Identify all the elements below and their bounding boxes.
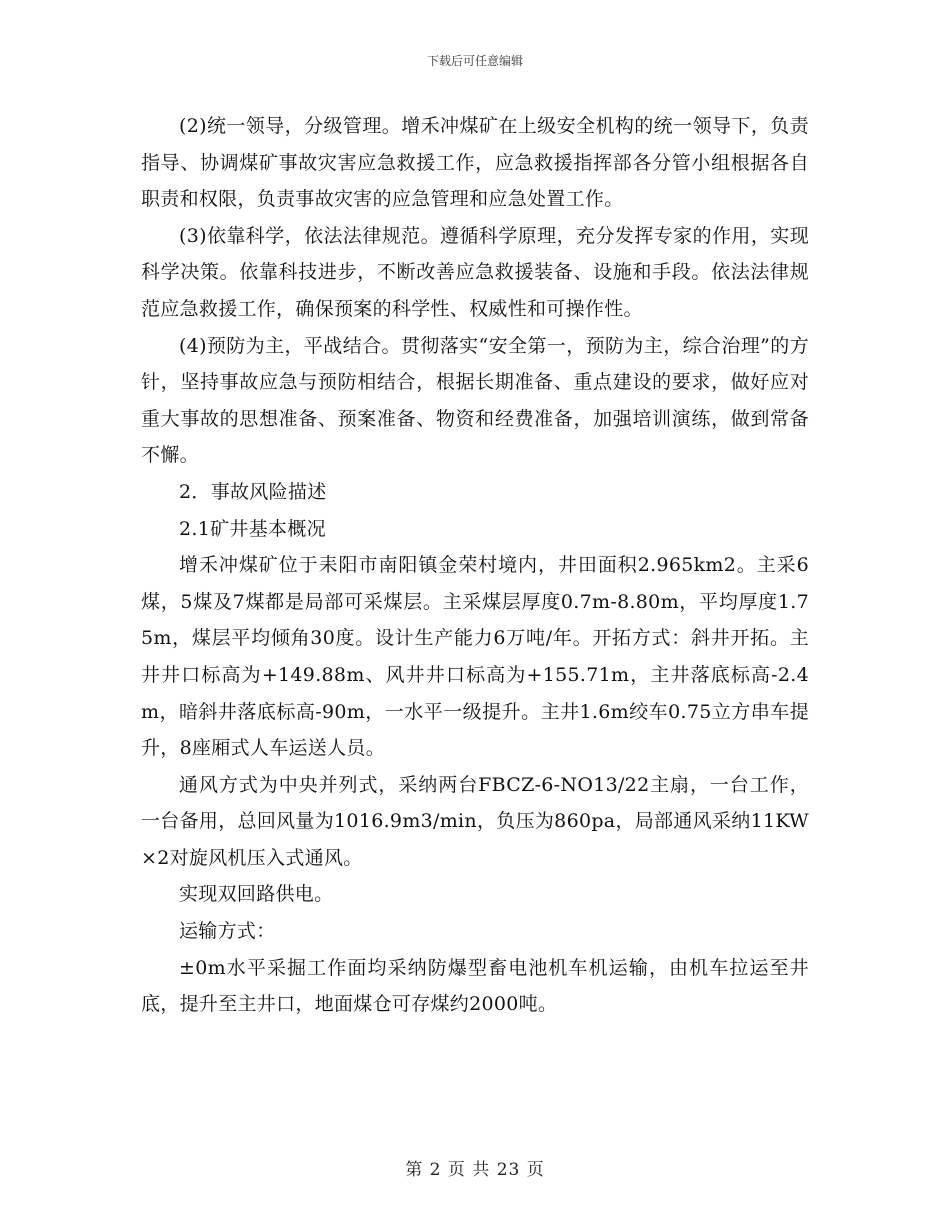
paragraph-rely-on-science: (3)依靠科学，依法法律规范。遵循科学原理，充分发挥专家的作用，实现科学决策。依靠科技进步，不断改善应急救援装备、设施和手段。依法法律规范应急救援工作，确保预案的科学性、权威性和可操作性。 <box>141 224 809 320</box>
paragraph-unified-leadership: (2)统一领导，分级管理。增禾冲煤矿在上级安全机构的统一领导下，负责指导、协调煤矿事故灾害应急救援工作，应急救援指挥部各分管小组根据各自职责和权限，负责事故灾害的应急管理和应急处置工作。 <box>141 115 809 211</box>
document-body <box>141 108 809 1023</box>
subsection-heading-mine-overview: 2.1矿井基本概况 <box>179 517 326 540</box>
paragraph-ventilation: 通风方式为中央并列式，采纳两台FBCZ-6-NO13/22主扇，一台工作，一台备用，总回风量为1016.9m3/min，负压为860pa，局部通风采纳11KW×2对旋风机压入式通风。 <box>141 773 809 869</box>
paragraph-transport-heading: 运输方式： <box>179 920 276 943</box>
page-number-footer: 第 2 页 共 23 页 <box>405 1160 545 1180</box>
section-heading-risk-description: 2．事故风险描述 <box>179 480 327 503</box>
paragraph-prevention-first: (4)预防为主，平战结合。贯彻落实“安全第一，预防为主，综合治理”的方针，坚持事故应急与预防相结合，根据长期准备、重点建设的要求，做好应对重大事故的思想准备、预案准备、物资和经费准备，加强培训演练，做到常备不懈。 <box>141 334 809 467</box>
paragraph-power-supply: 实现双回路供电。 <box>179 883 334 906</box>
paragraph-mine-overview: 增禾冲煤矿位于耒阳市南阳镇金荣村境内，井田面积2.965km2。主采6煤，5煤及7煤都是局部可采煤层。主采煤层厚度0.7m-8.80m，平均厚度1.75m，煤层平均倾角30度。设计生产能力6万吨/年。开拓方式：斜井开拓。主井井口标高为+149.88m、风井井口标高为+155.71m，主井落底标高-2.4m，暗斜井落底标高-90m，一水平一级提升。主井1.6m绞车0.75立方串车提升，8座厢式人车运送人员。 <box>141 554 809 760</box>
paragraph-transport-details: ±0m水平采掘工作面均采纳防爆型畜电池机车机运输，由机车拉运至井底，提升至主井口，地面煤仓可存煤约2000吨。 <box>141 956 809 1016</box>
page-header: 下载后可任意编辑 <box>426 54 523 68</box>
